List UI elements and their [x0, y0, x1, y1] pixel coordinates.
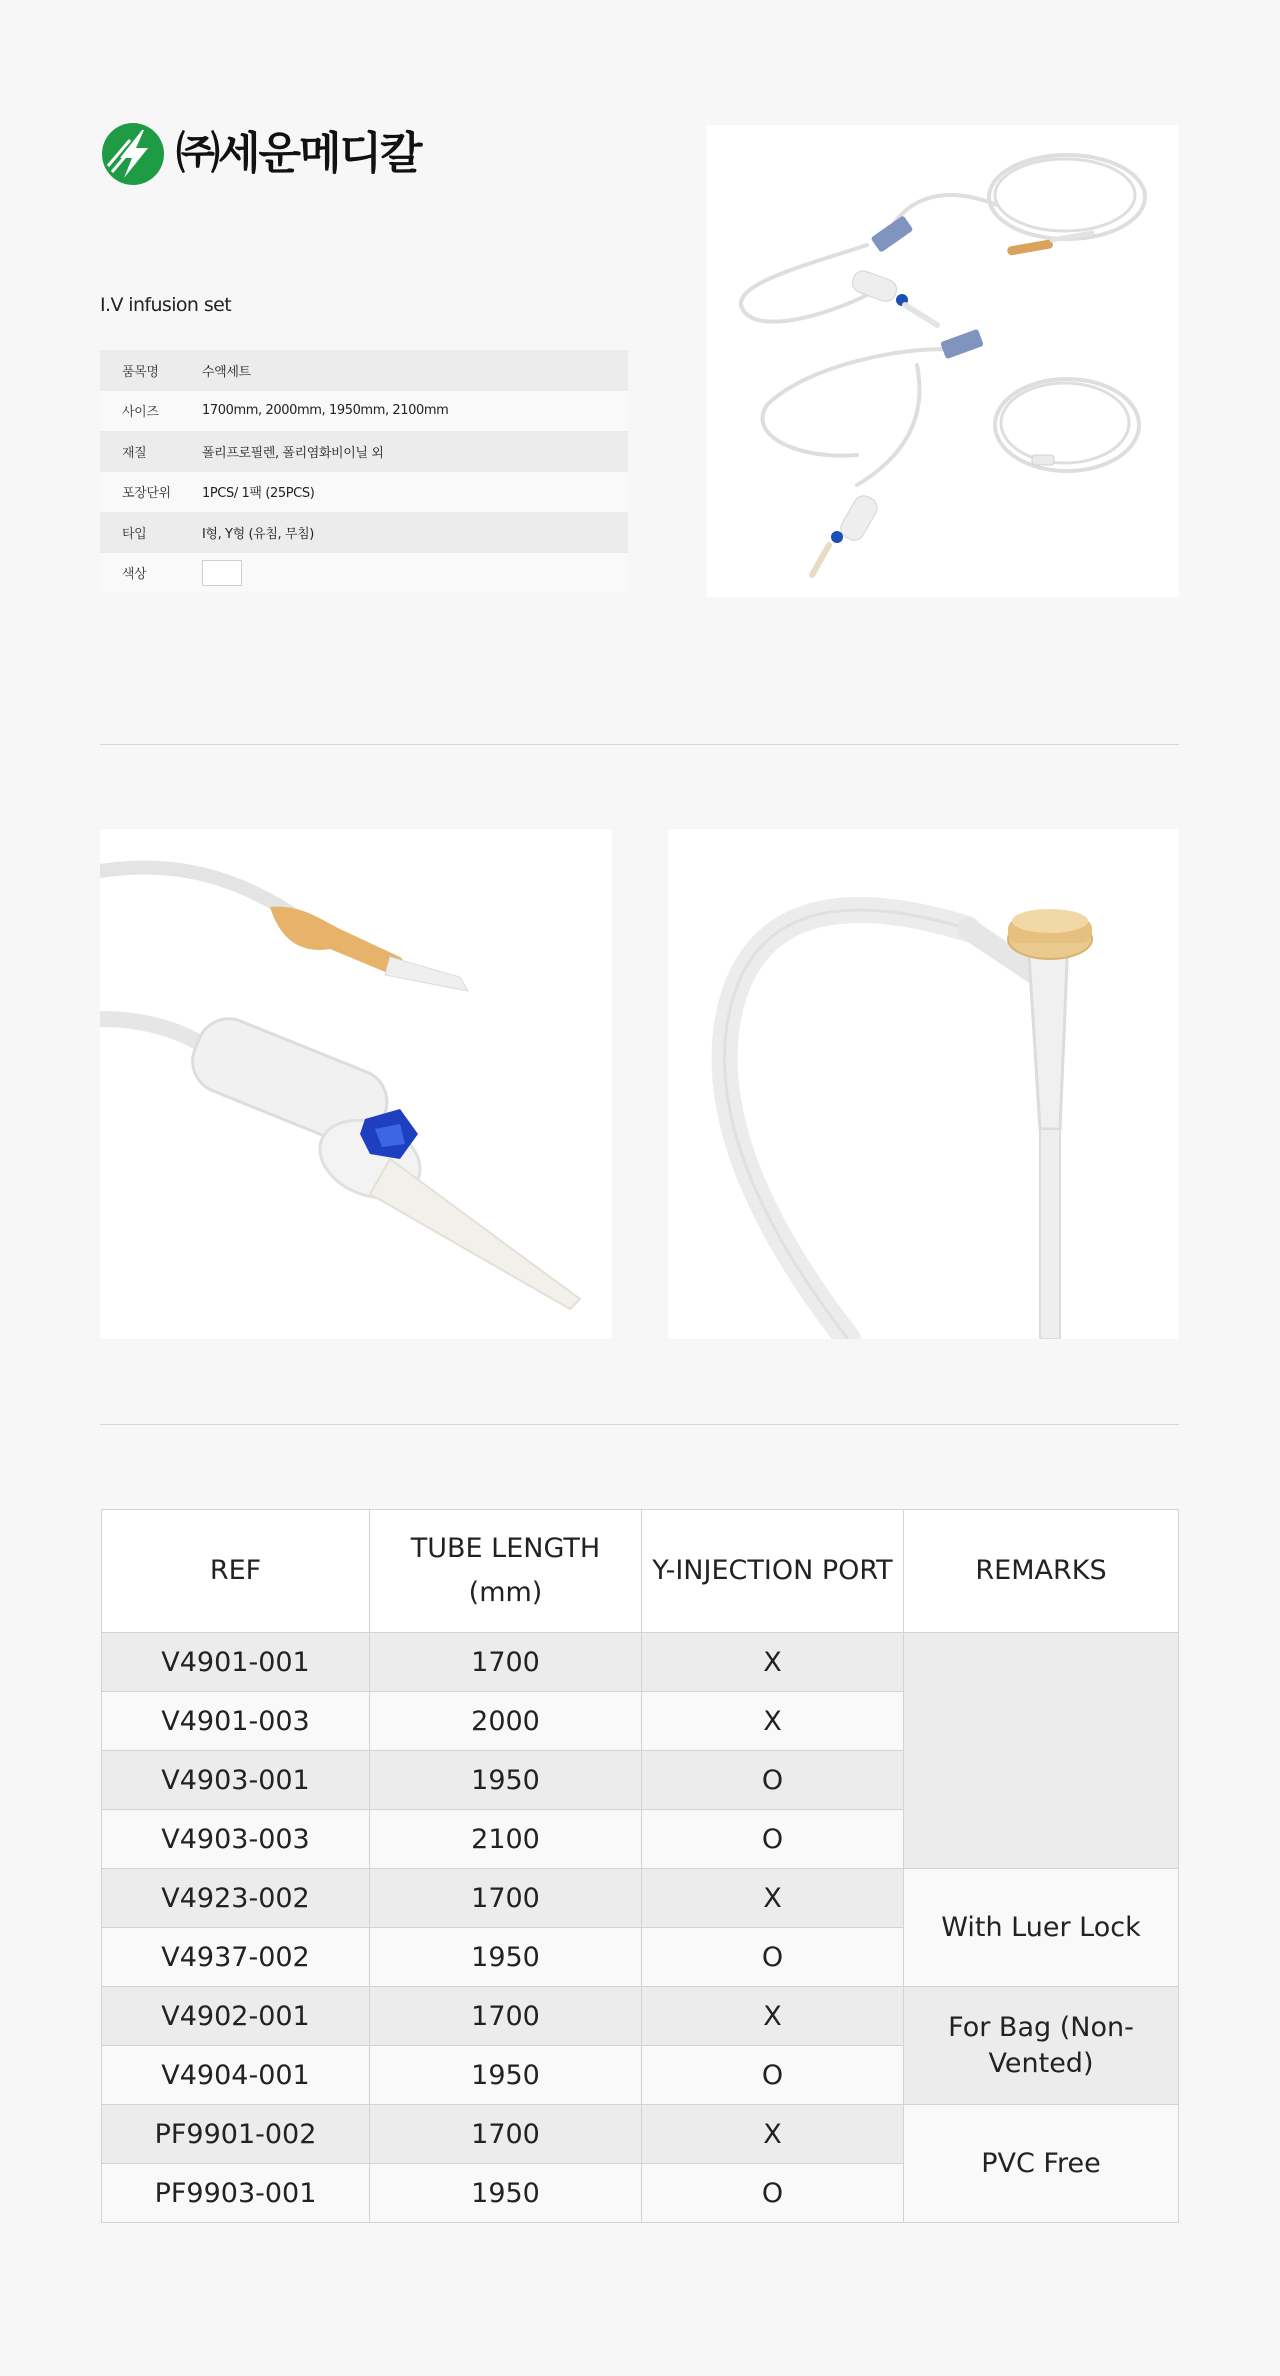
port-cell: X — [642, 1633, 904, 1692]
spec-row-material — [100, 431, 628, 472]
color-swatch — [202, 560, 242, 586]
spec-row-name — [100, 350, 628, 391]
spec-label: 포장단위 — [122, 486, 171, 502]
port-cell: O — [642, 2046, 904, 2105]
spec-label: 색상 — [122, 567, 147, 583]
column-header-ref: REF — [102, 1510, 370, 1633]
length-cell: 1700 — [370, 1633, 642, 1692]
spec-value: I형, Y형 (유침, 무침) — [202, 526, 314, 542]
product-hero-image — [707, 125, 1179, 597]
spec-row-color — [100, 553, 628, 594]
length-cell: 1700 — [370, 2105, 642, 2164]
remarks-cell: For Bag (Non-Vented) — [904, 1987, 1179, 2105]
ref-cell: PF9903-001 — [102, 2164, 370, 2223]
spec-value: 1700mm, 2000mm, 1950mm, 2100mm — [202, 403, 449, 419]
port-cell: X — [642, 1692, 904, 1751]
column-header-remarks: REMARKS — [904, 1510, 1179, 1633]
spec-label: 품목명 — [122, 364, 159, 380]
length-cell: 1950 — [370, 1928, 642, 1987]
y-injection-port-detail-image — [668, 829, 1179, 1339]
port-cell: X — [642, 2105, 904, 2164]
product-title: I.V infusion set — [100, 294, 232, 316]
port-cell: O — [642, 1928, 904, 1987]
drip-chamber-illustration — [100, 829, 612, 1339]
spec-label: 사이즈 — [122, 405, 159, 421]
port-cell: O — [642, 1810, 904, 1869]
port-cell: O — [642, 1751, 904, 1810]
ref-cell: PF9901-002 — [102, 2105, 370, 2164]
spec-row-type — [100, 512, 628, 553]
ref-cell: V4901-001 — [102, 1633, 370, 1692]
table-row — [102, 2105, 1179, 2164]
spec-value: 수액세트 — [202, 364, 251, 380]
brand-logo — [100, 122, 421, 186]
length-cell: 1700 — [370, 1987, 642, 2046]
ref-cell: V4937-002 — [102, 1928, 370, 1987]
product-reference-table — [101, 1509, 1179, 2223]
spec-table — [100, 350, 628, 593]
spec-label: 타입 — [122, 526, 147, 542]
port-cell: X — [642, 1987, 904, 2046]
brand-logo-icon — [100, 122, 166, 186]
brand-name: ㈜세운메디칼 — [176, 128, 421, 179]
length-cell: 1950 — [370, 2164, 642, 2223]
column-header-y-injection-port: Y-INJECTION PORT — [642, 1510, 904, 1633]
spec-row-size — [100, 391, 628, 432]
section-divider — [100, 1424, 1179, 1425]
length-cell: 1950 — [370, 2046, 642, 2105]
ref-cell: V4902-001 — [102, 1987, 370, 2046]
remarks-cell: PVC Free — [904, 2105, 1179, 2223]
spec-label: 재질 — [122, 445, 147, 461]
spec-row-packaging — [100, 472, 628, 513]
length-cell: 2000 — [370, 1692, 642, 1751]
spec-value: 폴리프로필렌, 폴리염화비이닐 외 — [202, 445, 384, 461]
drip-chamber-detail-image — [100, 829, 612, 1339]
y-port-illustration — [668, 829, 1179, 1339]
length-cell: 2100 — [370, 1810, 642, 1869]
ref-cell: V4904-001 — [102, 2046, 370, 2105]
table-row — [102, 1987, 1179, 2046]
ref-cell: V4923-002 — [102, 1869, 370, 1928]
ref-cell: V4901-003 — [102, 1692, 370, 1751]
ref-cell: V4903-003 — [102, 1810, 370, 1869]
column-header-tube-length: TUBE LENGTH (mm) — [370, 1510, 642, 1633]
iv-set-illustration — [707, 125, 1179, 597]
port-cell: O — [642, 2164, 904, 2223]
table-header-row — [102, 1510, 1179, 1633]
table-row — [102, 1869, 1179, 1928]
remarks-cell: With Luer Lock — [904, 1869, 1179, 1987]
table-row — [102, 1633, 1179, 1692]
ref-cell: V4903-001 — [102, 1751, 370, 1810]
port-cell: X — [642, 1869, 904, 1928]
length-cell: 1700 — [370, 1869, 642, 1928]
length-cell: 1950 — [370, 1751, 642, 1810]
section-divider — [100, 744, 1179, 745]
remarks-cell — [904, 1633, 1179, 1869]
spec-value: 1PCS/ 1팩 (25PCS) — [202, 486, 315, 502]
